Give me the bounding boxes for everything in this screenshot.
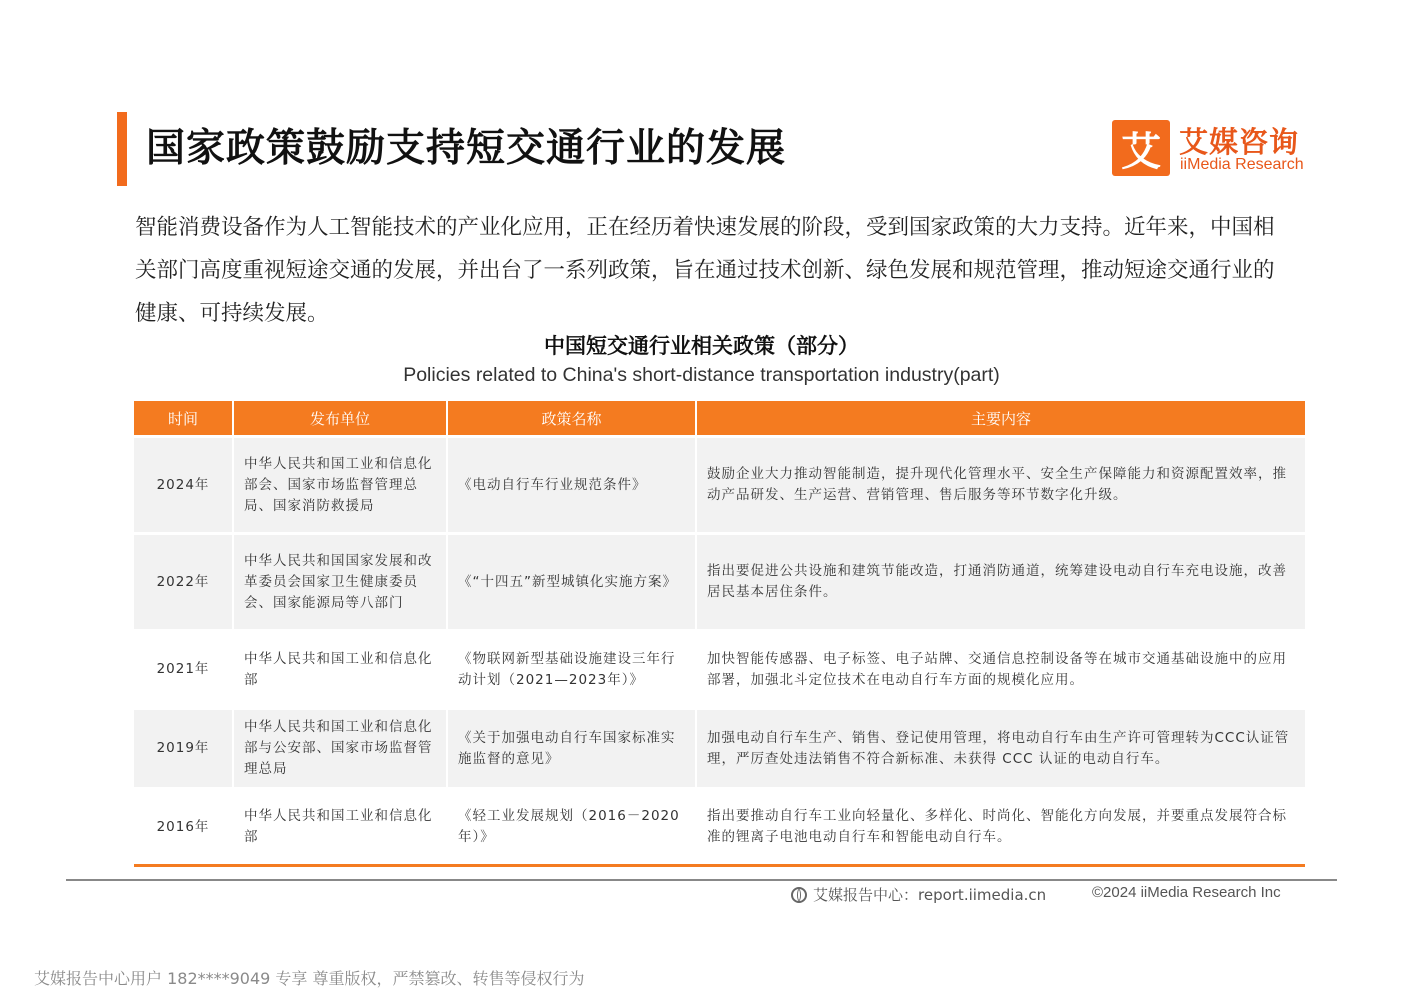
cell-issuer: 中华人民共和国工业和信息化部 <box>233 631 447 709</box>
user-watermark: 艾媒报告中心用户 182****9049 专享 尊重版权，严禁篡改、转售等侵权行为 <box>34 969 585 988</box>
cell-content: 鼓励企业大力推动智能制造，提升现代化管理水平、安全生产保障能力和资源配置效率，推动产品研发、生产运营、营销管理、售后服务等环节数字化升级。 <box>696 437 1305 534</box>
column-header-time: 时间 <box>134 401 233 437</box>
cell-content: 加强电动自行车生产、销售、登记使用管理，将电动自行车由生产许可管理转为CCC认证管理，严厉查处违法销售不符合新标准、未获得 CCC 认证的电动自行车。 <box>696 709 1305 789</box>
cell-issuer: 中华人民共和国国家发展和改革委员会国家卫生健康委员会、国家能源局等八部门 <box>233 534 447 631</box>
iimedia-logo <box>1112 120 1317 178</box>
cell-content: 加快智能传感器、电子标签、电子站牌、交通信息控制设备等在城市交通基础设施中的应用部署，加强北斗定位技术在电动自行车方面的规模化应用。 <box>696 631 1305 709</box>
cell-policy: 《物联网新型基础设施建设三年行动计划（2021—2023年）》 <box>447 631 696 709</box>
table-row <box>134 789 1305 865</box>
table-row <box>134 534 1305 631</box>
cell-year: 2021年 <box>134 631 233 709</box>
cell-policy: 《电动自行车行业规范条件》 <box>447 437 696 534</box>
cell-policy: 《关于加强电动自行车国家标准实施监督的意见》 <box>447 709 696 789</box>
globe-icon <box>791 887 807 903</box>
table-header-row <box>134 401 1305 437</box>
cell-year: 2022年 <box>134 534 233 631</box>
policy-table <box>134 401 1305 865</box>
table-subtitle: Policies related to China's short-distance transportation industry(part) <box>403 364 1000 386</box>
footer-copyright: ©2024 iiMedia Research Inc <box>1092 884 1281 901</box>
title-accent-bar <box>117 112 127 186</box>
page-title: 国家政策鼓励支持短交通行业的发展 <box>146 126 787 171</box>
cell-year: 2024年 <box>134 437 233 534</box>
logo-name-cn: 艾媒咨询 <box>1179 125 1300 159</box>
table-row <box>134 709 1305 789</box>
table-title: 中国短交通行业相关政策（部分） <box>544 334 859 358</box>
column-header-issuer: 发布单位 <box>233 401 447 437</box>
cell-content: 指出要推动自行车工业向轻量化、多样化、时尚化、智能化方向发展，并要重点发展符合标准的锂离子电池电动自行车和智能电动自行车。 <box>696 789 1305 865</box>
cell-issuer: 中华人民共和国工业和信息化部 <box>233 789 447 865</box>
intro-paragraph: 智能消费设备作为人工智能技术的产业化应用，正在经历着快速发展的阶段，受到国家政策的大力支持。近年来，中国相关部门高度重视短途交通的发展，并出台了一系列政策，旨在通过技术创新、绿色发展和规范管理，推动短途交通行业的健康、可持续发展。 <box>135 215 1275 326</box>
logo-mark-icon: 艾 <box>1112 120 1170 176</box>
table-row <box>134 437 1305 534</box>
footer-source <box>791 884 1046 905</box>
cell-policy: 《“十四五”新型城镇化实施方案》 <box>447 534 696 631</box>
table-bottom-rule <box>134 864 1305 867</box>
cell-year: 2019年 <box>134 709 233 789</box>
footer-divider <box>66 879 1337 881</box>
column-header-content: 主要内容 <box>696 401 1305 437</box>
cell-year: 2016年 <box>134 789 233 865</box>
logo-name-en: iiMedia Research <box>1180 156 1304 173</box>
table-row <box>134 631 1305 709</box>
cell-issuer: 中华人民共和国工业和信息化部会、国家市场监督管理总局、国家消防救援局 <box>233 437 447 534</box>
cell-issuer: 中华人民共和国工业和信息化部与公安部、国家市场监督管理总局 <box>233 709 447 789</box>
cell-content: 指出要促进公共设施和建筑节能改造，打通消防通道，统筹建设电动自行车充电设施，改善居民基本居住条件。 <box>696 534 1305 631</box>
cell-policy: 《轻工业发展规划（2016－2020年）》 <box>447 789 696 865</box>
footer-source-text: 艾媒报告中心：report.iimedia.cn <box>813 886 1047 904</box>
column-header-policy: 政策名称 <box>447 401 696 437</box>
